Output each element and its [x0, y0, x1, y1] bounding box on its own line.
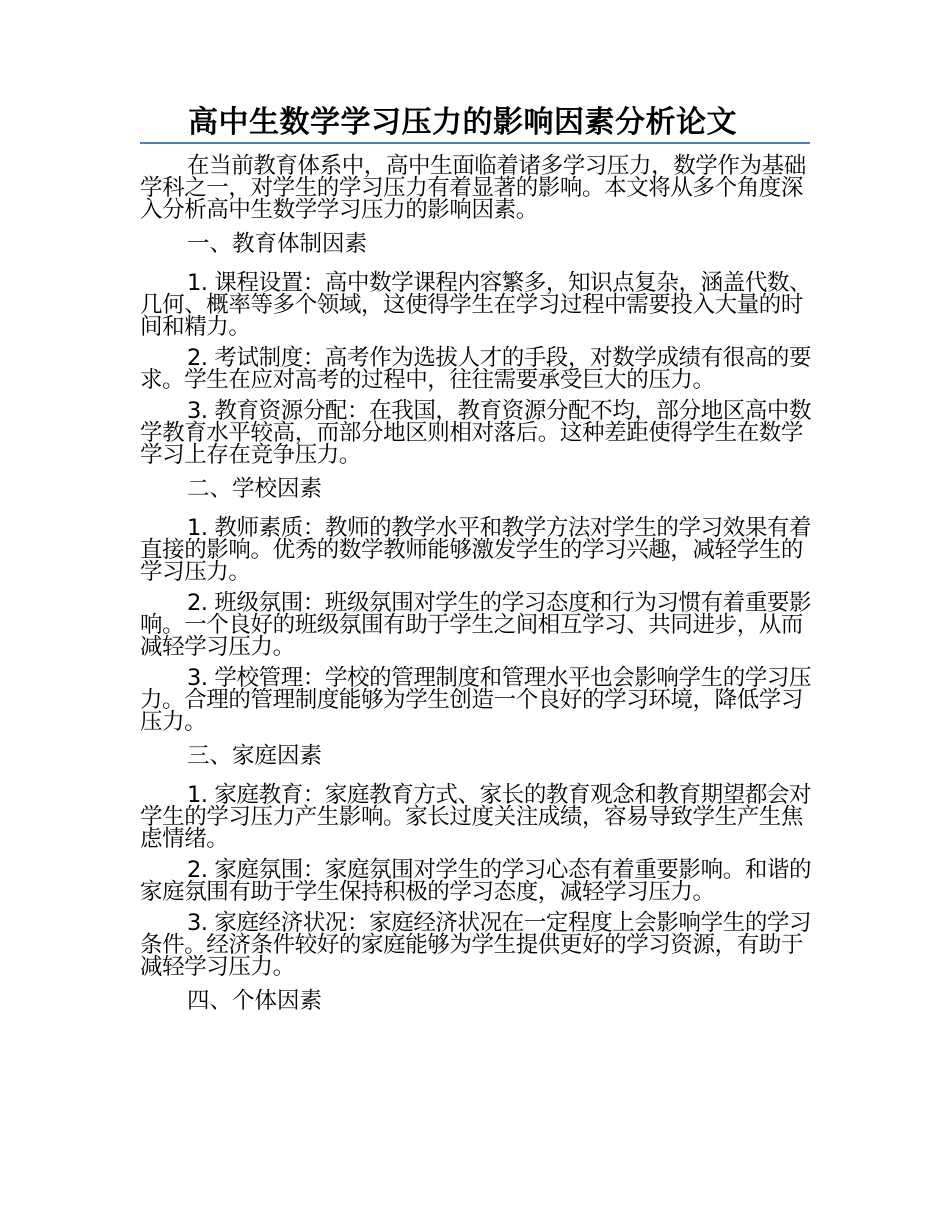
section-heading-1: 一、教育体制因素 [187, 231, 368, 257]
section-heading-2: 二、学校因素 [187, 476, 323, 502]
document-title: 高中生数学学习压力的影响因素分析论文 [188, 105, 737, 140]
paragraph-2-1: 1. 教师素质：教师的教学水平和教学方法对学生的学习效果有着直接的影响。优秀的数学教师能够激发学生的学习兴趣，减轻学生的学习压力。 [140, 515, 812, 585]
document-body [140, 155, 812, 1029]
paragraph-3-1: 1. 家庭教育：家庭教育方式、家长的教育观念和教育期望都会对学生的学习压力产生影响。家长过度关注成绩，容易导致学生产生焦虑情绪。 [140, 782, 812, 852]
paragraph-1-3: 3. 教育资源分配：在我国，教育资源分配不均，部分地区高中数学教育水平较高，而部分地区则相对落后。这种差距使得学生在数学学习上存在竞争压力。 [140, 398, 812, 468]
paragraph-3-3: 3. 家庭经济状况：家庭经济状况在一定程度上会影响学生的学习条件。经济条件较好的家庭能够为学生提供更好的学习资源，有助于减轻学习压力。 [140, 910, 812, 980]
paragraph-1-1: 1. 课程设置：高中数学课程内容繁多，知识点复杂，涵盖代数、几何、概率等多个领域，这使得学生在学习过程中需要投入大量的时间和精力。 [140, 270, 812, 340]
paragraph-2-3: 3. 学校管理：学校的管理制度和管理水平也会影响学生的学习压力。合理的管理制度能够为学生创造一个良好的学习环境，降低学习压力。 [140, 665, 812, 735]
title-underline [140, 104, 810, 144]
section-heading-3: 三、家庭因素 [187, 743, 323, 769]
section-heading-4: 四、个体因素 [187, 988, 323, 1014]
paragraph-1-2: 2. 考试制度：高考作为选拔人才的手段，对数学成绩有很高的要求。学生在应对高考的过程中，往往需要承受巨大的压力。 [140, 345, 812, 393]
paragraph-3-2: 2. 家庭氛围：家庭氛围对学生的学习心态有着重要影响。和谐的家庭氛围有助于学生保持积极的学习态度，减轻学习压力。 [140, 857, 812, 905]
paragraph-2-2: 2. 班级氛围：班级氛围对学生的学习态度和行为习惯有着重要影响。一个良好的班级氛围有助于学生之间相互学习、共同进步，从而减轻学习压力。 [140, 590, 812, 660]
intro-paragraph: 在当前教育体系中，高中生面临着诸多学习压力，数学作为基础学科之一，对学生的学习压力有着显著的影响。本文将从多个角度深入分析高中生数学学习压力的影响因素。 [140, 153, 806, 223]
